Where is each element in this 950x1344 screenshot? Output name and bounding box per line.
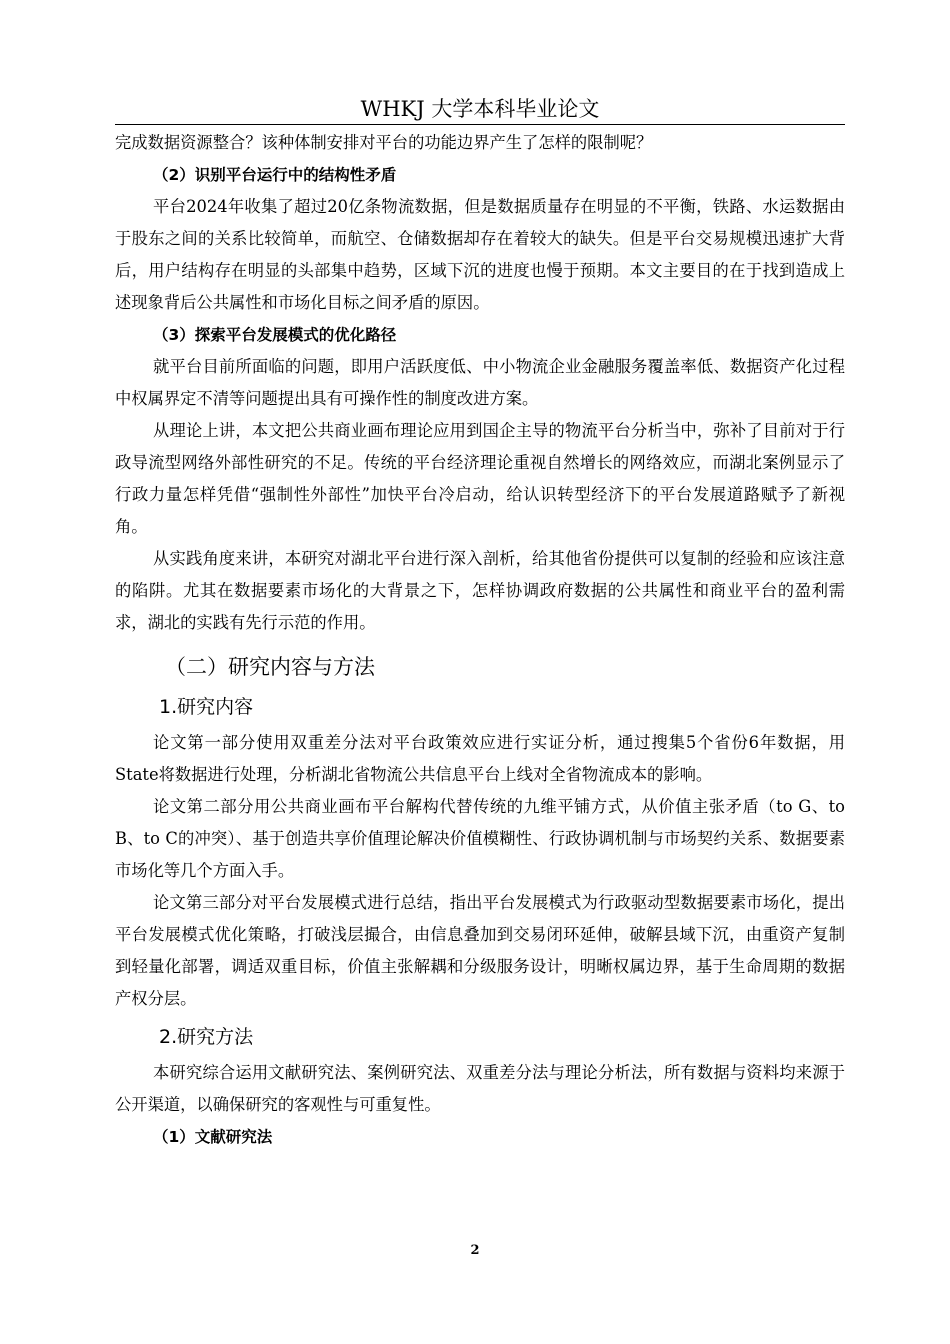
paragraph: 从理论上讲，本文把公共商业画布理论应用到国企主导的物流平台分析当中，弥补了目前对于行政导流型网络外部性研究的不足。传统的平台经济理论重视自然增长的网络效应，而湖北案例显示了行政力量怎样凭借“强制性外部性”加快平台冷启动，给认识转型经济下的平台发展道路赋予了新视角。 xyxy=(115,421,845,536)
paragraph: 本研究综合运用文献研究法、案例研究法、双重差分法与理论分析法，所有数据与资料均来源于公开渠道，以确保研究的客观性与可重复性。 xyxy=(115,1063,845,1114)
paragraph: 从实践角度来讲，本研究对湖北平台进行深入剖析，给其他省份提供可以复制的经验和应该注意的陷阱。尤其在数据要素市场化的大背景之下，怎样协调政府数据的公共属性和商业平台的盈利需求，湖北的实践有先行示范的作用。 xyxy=(115,549,845,632)
paragraph: 论文第三部分对平台发展模式进行总结，指出平台发展模式为行政驱动型数据要素市场化，提出平台发展模式优化策略，打破浅层撮合，由信息叠加到交易闭环延伸，破解县域下沉，由重资产复制到轻量化部署，调适双重目标，价值主张解耦和分级服务设计，明晰权属边界，基于生命周期的数据产权分层。 xyxy=(115,893,845,1008)
page-body xyxy=(115,127,845,1153)
paragraph: 就平台目前所面临的问题，即用户活跃度低、中小物流企业金融服务覆盖率低、数据资产化过程中权属界定不清等问题提出具有可操作性的制度改进方案。 xyxy=(115,357,845,408)
paragraph: 完成数据资源整合？该种体制安排对平台的功能边界产生了怎样的限制呢？ xyxy=(115,133,653,152)
running-header: WHKJ 大学本科毕业论文 xyxy=(360,97,600,121)
subheading: （1）文献研究法 xyxy=(153,1128,273,1146)
paragraph: 论文第一部分使用双重差分法对平台政策效应进行实证分析，通过搜集5个省份6年数据，用State将数据进行处理，分析湖北省物流公共信息平台上线对全省物流成本的影响。 xyxy=(115,733,845,784)
subheading: （3）探索平台发展模式的优化路径 xyxy=(153,326,397,344)
paragraph: 平台2024年收集了超过20亿条物流数据，但是数据质量存在明显的不平衡，铁路、水运数据由于股东之间的关系比较简单，而航空、仓储数据却存在着较大的缺失。但是平台交易规模迅速扩大背后，用户结构存在明显的头部集中趋势，区域下沉的进度也慢于预期。本文主要目的在于找到造成上述现象背后公共属性和市场化目标之间矛盾的原因。 xyxy=(115,197,845,312)
section-heading: （二）研究内容与方法 xyxy=(165,655,375,679)
subsection-heading: 2.研究方法 xyxy=(159,1026,254,1048)
page-number: 2 xyxy=(470,1243,480,1258)
header-rule xyxy=(115,124,845,125)
paragraph: 论文第二部分用公共商业画布平台解构代替传统的九维平铺方式，从价值主张矛盾（to G、to B、to C的冲突）、基于创造共享价值理论解决价值模糊性、行政协调机制与市场契约关系、数据要素市场化等几个方面入手。 xyxy=(115,797,845,880)
subheading: （2）识别平台运行中的结构性矛盾 xyxy=(153,166,397,184)
subsection-heading: 1.研究内容 xyxy=(159,696,254,718)
